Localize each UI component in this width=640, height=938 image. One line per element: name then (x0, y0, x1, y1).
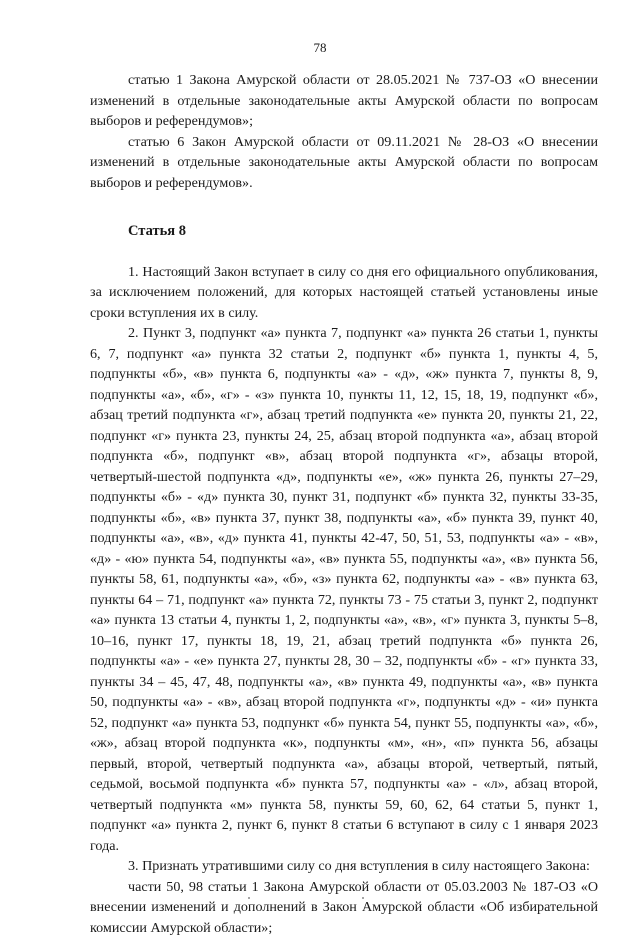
article-heading: Статья 8 (90, 221, 598, 242)
scan-mark (362, 897, 364, 899)
page-number: 78 (0, 40, 640, 56)
paragraph-clause-3: 3. Признать утратившими силу со дня вступления в силу настоящего Закона: (90, 856, 598, 877)
paragraph-law-28: статью 6 Закон Амурской области от 09.11.2021 № 28-ОЗ «О внесении изменений в отдельные законодательные акты Амурской области по вопросам выборов и референдумов». (90, 132, 598, 194)
document-body (90, 70, 598, 938)
paragraph-law-737: статью 1 Закона Амурской области от 28.05.2021 № 737-ОЗ «О внесении изменений в отдельные законодательные акты Амурской области по вопросам выборов и референдумов»; (90, 70, 598, 132)
scan-mark (248, 897, 250, 899)
paragraph-clause-1: 1. Настоящий Закон вступает в силу со дня его официального опубликования, за исключением положений, для которых настоящей статьей установлены иные сроки вступления их в силу. (90, 262, 598, 324)
paragraph-clause-2: 2. Пункт 3, подпункт «а» пункта 7, подпункт «а» пункта 26 статьи 1, пункты 6, 7, подпункт «а» пункта 32 статьи 2, подпункт «б» пункта 1, пункты 4, 5, подпункты «б», «в» пункта 6, подпункты «а» - «д», «ж» пункта 7, пункты 8, 9, подпункты «а», «б», «г» - «з» пункта 10, пункты 11, 12, 15, 18, 19, подпункт «б», абзац третий подпункта «г», абзац третий подпункта «е» пункта 20, пункты 21, 22, подпункт «г» пункта 23, пункты 24, 25, абзац второй подпункта «а», абзац второй подпункта «б», подпункт «в», абзац второй подпункта «г», абзацы второй, четвертый-шестой подпункта «д», подпункты «е», «ж» пункта 26, пункты 27–29, подпункты «б» - «д» пункта 30, пункт 31, подпункт «б» пункта 32, пункты 33-35, подпункты «б», «в» пункта 37, пункт 38, подпункты «а», «б» пункта 39, пункт 40, подпункты «а», «в», «д» пункта 41, пункты 42-47, 50, 51, 53, подпункты «а» - «в», «д» - «ю» пункта 54, подпункты «а», «в» пункта 55, подпункты «а», «в» пункта 56, пункты 58, 61, подпункты «а», «б», «з» пункта 62, подпункты «а» - «в» пункта 63, пункты 64 – 71, подпункт «а» пункта 72, пункты 73 - 75 статьи 3, пункт 2, подпункт «а» пункта 13 статьи 4, пункты 1, 2, подпункты «а», «в», «г» пункта 3, пункты 5–8, 10–16, пункт 17, пункты 18, 19, 21, абзац третий подпункта «б» пункта 26, подпункты «а» - «е» пункта 27, пункты 28, 30 – 32, подпункты «б» - «г» пункта 33, пункты 34 – 45, 47, 48, подпункты «а», «в» пункта 49, подпункты «а», «в» пункта 50, подпункты «а» - «в», абзац второй подпункта «г», подпункты «д» - «и» пункта 52, подпункт «а» пункта 53, подпункт «б» пункта 54, пункт 55, подпункты «а», «б», «ж», абзац второй подпункта «к», подпункты «м», «н», «п» пункта 56, абзацы первый, второй, четвертый подпункта «а», абзацы второй, четвертый, пятый, седьмой, восьмой подпункта «б» пункта 57, подпункты «а» - «л», абзац второй, четвертый подпункта «м» пункта 58, пункты 59, 60, 62, 64 статьи 5, пункт 1, подпункт «а» пункта 2, пункт 6, пункт 8 статьи 6 вступают в силу с 1 января 2023 года. (90, 323, 598, 856)
paragraph-repealed-parts: части 50, 98 статьи 1 Закона Амурской области от 05.03.2003 № 187-ОЗ «О внесении изменений и дополнений в Закон Амурской области «Об избирательной комиссии Амурской области»; (90, 877, 598, 938)
